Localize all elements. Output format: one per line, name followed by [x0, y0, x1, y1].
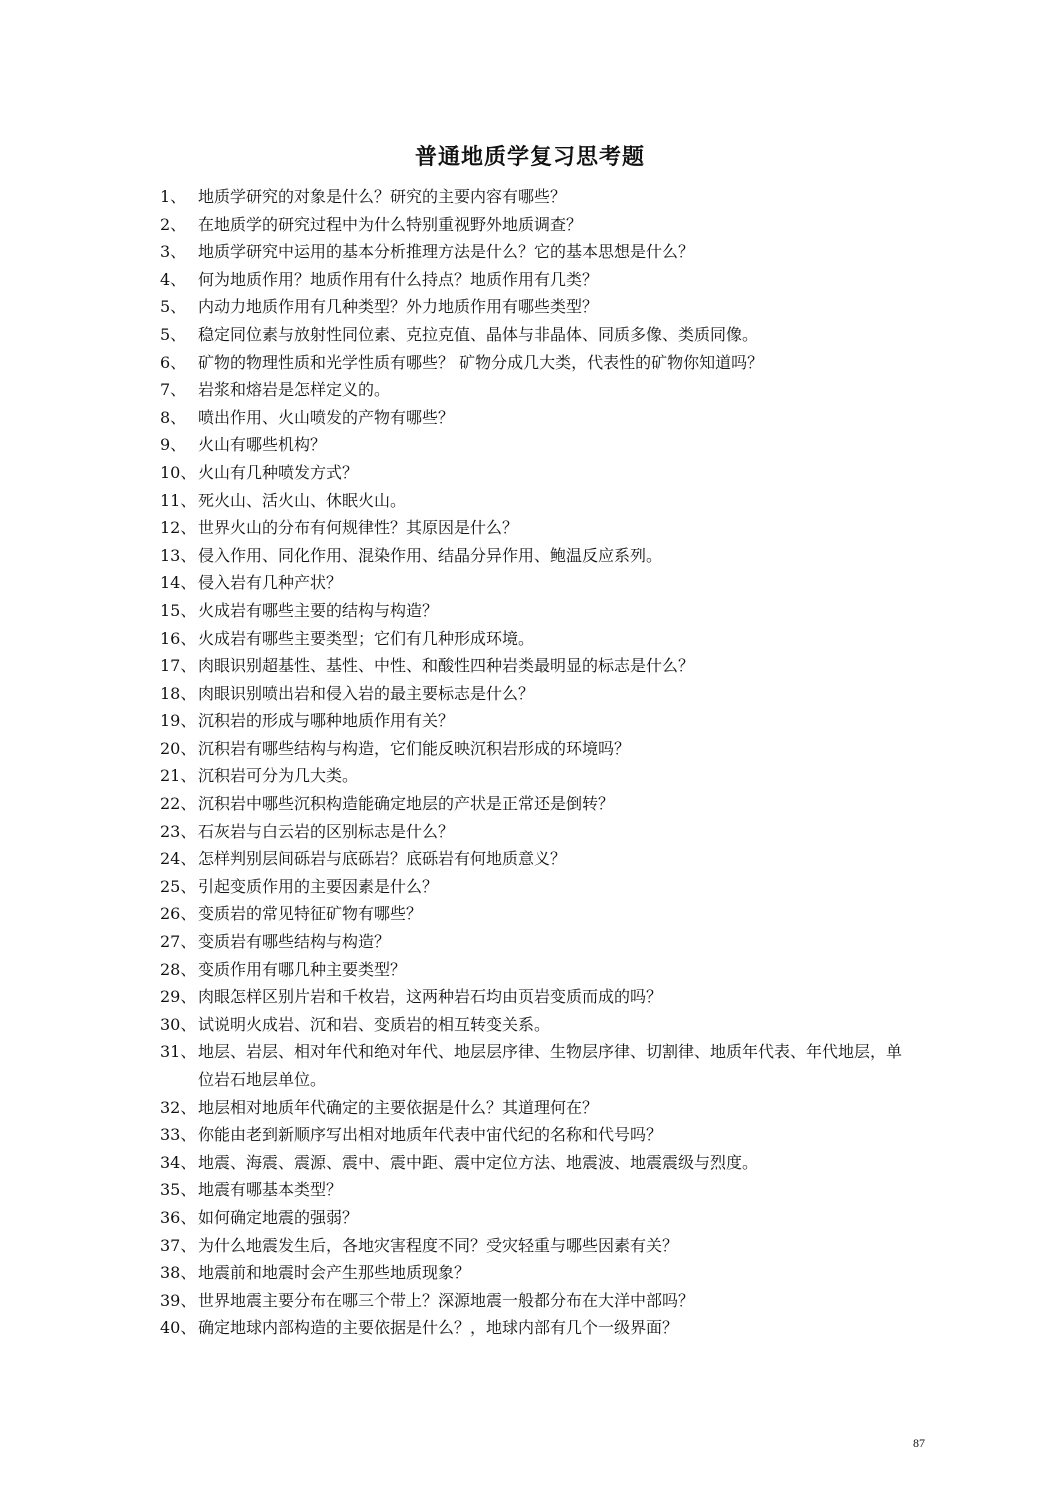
question-text: 肉眼怎样区别片岩和千枚岩，这两种岩石均由页岩变质而成的吗？ — [198, 987, 663, 1007]
question-text: 火成岩有哪些主要类型；它们有几种形成环境。 — [198, 628, 535, 648]
question-number: 15、 — [160, 600, 197, 620]
question-text: 火山有几种喷发方式？ — [198, 462, 359, 482]
question-item — [160, 1204, 920, 1232]
question-number: 33、 — [160, 1125, 197, 1145]
question-text: 火山有哪些机构？ — [198, 435, 327, 455]
question-item — [160, 597, 920, 625]
question-text: 内动力地质作用有几种类型？外力地质作用有哪些类型？ — [198, 297, 599, 317]
question-item — [160, 818, 920, 846]
question-number: 7、 — [160, 380, 187, 400]
question-item — [160, 1314, 920, 1342]
question-item — [160, 1287, 920, 1315]
question-item — [160, 956, 920, 984]
question-number: 34、 — [160, 1152, 197, 1172]
question-text: 地震前和地震时会产生那些地质现象？ — [198, 1263, 471, 1283]
question-item — [160, 707, 920, 735]
question-text: 火成岩有哪些主要的结构与构造？ — [198, 600, 439, 620]
question-item — [160, 625, 920, 653]
question-text: 稳定同位素与放射性同位素、克拉克值、晶体与非晶体、同质多像、类质同像。 — [198, 324, 759, 344]
question-number: 10、 — [160, 462, 197, 482]
question-number: 18、 — [160, 683, 197, 703]
question-text: 肉眼识别超基性、基性、中性、和酸性四种岩类最明显的标志是什么？ — [198, 656, 695, 676]
question-text: 沉积岩的形成与哪种地质作用有关？ — [198, 711, 455, 731]
question-number: 27、 — [160, 932, 197, 952]
question-item — [160, 321, 920, 349]
question-item — [160, 1121, 920, 1149]
question-text: 引起变质作用的主要因素是什么？ — [198, 876, 439, 896]
page-title: 普通地质学复习思考题 — [414, 144, 645, 170]
question-text: 地震有哪基本类型？ — [198, 1180, 343, 1200]
question-text: 确定地球内部构造的主要依据是什么？，地球内部有几个一级界面？ — [198, 1318, 679, 1338]
question-number: 25、 — [160, 876, 197, 896]
question-number: 8、 — [160, 407, 187, 427]
question-item — [160, 762, 920, 790]
question-item — [160, 1176, 920, 1204]
question-item — [160, 735, 920, 763]
question-text: 变质作用有哪几种主要类型？ — [198, 959, 407, 979]
question-item — [160, 1011, 920, 1039]
question-item — [160, 266, 920, 294]
question-text: 地层、岩层、相对年代和绝对年代、地层层序律、生物层序律、切割律、地质年代表、年代地层，单位岩石地层单位。 — [198, 1042, 903, 1089]
question-item — [160, 514, 920, 542]
question-item — [160, 790, 920, 818]
question-number: 23、 — [160, 821, 197, 841]
question-text: 地质学研究中运用的基本分析推理方法是什么？它的基本思想是什么？ — [198, 242, 695, 262]
question-item — [160, 845, 920, 873]
question-item — [160, 349, 920, 377]
question-number: 17、 — [160, 656, 197, 676]
question-item — [160, 1038, 920, 1093]
question-text: 变质岩的常见特征矿物有哪些？ — [198, 904, 423, 924]
question-number: 5、 — [160, 324, 187, 344]
question-number: 16、 — [160, 628, 197, 648]
question-text: 地震、海震、震源、震中、震中距、震中定位方法、地震波、地震震级与烈度。 — [198, 1152, 759, 1172]
question-text: 地层相对地质年代确定的主要依据是什么？其道理何在？ — [198, 1097, 599, 1117]
question-item — [160, 680, 920, 708]
question-list — [160, 183, 920, 1342]
question-number: 14、 — [160, 573, 197, 593]
question-text: 喷出作用、火山喷发的产物有哪些？ — [198, 407, 455, 427]
question-item — [160, 928, 920, 956]
question-number: 19、 — [160, 711, 197, 731]
question-text: 为什么地震发生后，各地灾害程度不同？受灾轻重与哪些因素有关？ — [198, 1235, 679, 1255]
question-number: 1、 — [160, 187, 187, 206]
question-text: 侵入岩有几种产状？ — [198, 573, 343, 593]
question-number: 4、 — [160, 269, 187, 289]
question-text: 变质岩有哪些结构与构造？ — [198, 932, 391, 952]
question-number: 13、 — [160, 545, 197, 565]
question-text: 世界火山的分布有何规律性？其原因是什么？ — [198, 518, 519, 538]
question-item — [160, 569, 920, 597]
question-number: 22、 — [160, 794, 197, 814]
question-item — [160, 487, 920, 515]
question-text: 在地质学的研究过程中为什么特别重视野外地质调查？ — [198, 214, 583, 234]
question-item — [160, 183, 920, 211]
question-item — [160, 1259, 920, 1287]
question-number: 35、 — [160, 1180, 197, 1200]
question-number: 21、 — [160, 766, 197, 786]
question-item — [160, 542, 920, 570]
question-item — [160, 211, 920, 239]
question-text: 你能由老到新顺序写出相对地质年代表中宙代纪的名称和代号吗？ — [198, 1125, 663, 1145]
question-item — [160, 652, 920, 680]
question-number: 2、 — [160, 214, 187, 234]
question-number: 6、 — [160, 352, 187, 372]
question-item — [160, 376, 920, 404]
question-text: 矿物的物理性质和光学性质有哪些？ 矿物分成几大类，代表性的矿物你知道吗？ — [198, 352, 764, 372]
question-item — [160, 1094, 920, 1122]
question-item — [160, 1232, 920, 1260]
question-item — [160, 459, 920, 487]
question-number: 5、 — [160, 297, 187, 317]
question-number: 32、 — [160, 1097, 197, 1117]
question-number: 31、 — [160, 1042, 197, 1062]
question-item — [160, 900, 920, 928]
question-number: 39、 — [160, 1290, 197, 1310]
question-number: 36、 — [160, 1207, 197, 1227]
question-text: 地质学研究的对象是什么？研究的主要内容有哪些？ — [198, 187, 567, 206]
page-number: 87 — [913, 1436, 925, 1450]
question-item — [160, 983, 920, 1011]
question-number: 30、 — [160, 1014, 197, 1034]
question-number: 29、 — [160, 987, 197, 1007]
question-text: 世界地震主要分布在哪三个带上？深源地震一般都分布在大洋中部吗？ — [198, 1290, 695, 1310]
question-text: 岩浆和熔岩是怎样定义的。 — [198, 380, 391, 400]
question-text: 沉积岩中哪些沉积构造能确定地层的产状是正常还是倒转？ — [198, 794, 615, 814]
question-number: 37、 — [160, 1235, 197, 1255]
question-text: 侵入作用、同化作用、混染作用、结晶分异作用、鲍温反应系列。 — [198, 545, 663, 565]
question-number: 28、 — [160, 959, 197, 979]
question-text: 如何确定地震的强弱？ — [198, 1207, 359, 1227]
question-text: 沉积岩可分为几大类。 — [198, 766, 359, 786]
question-text: 肉眼识别喷出岩和侵入岩的最主要标志是什么？ — [198, 683, 535, 703]
question-item — [160, 873, 920, 901]
question-number: 38、 — [160, 1263, 197, 1283]
question-text: 死火山、活火山、休眠火山。 — [198, 490, 407, 510]
question-item — [160, 238, 920, 266]
question-item — [160, 1149, 920, 1177]
question-item — [160, 431, 920, 459]
question-text: 沉积岩有哪些结构与构造，它们能反映沉积岩形成的环境吗？ — [198, 738, 631, 758]
question-number: 26、 — [160, 904, 197, 924]
question-number: 20、 — [160, 738, 197, 758]
question-item — [160, 293, 920, 321]
question-text: 何为地质作用？地质作用有什么持点？地质作用有几类？ — [198, 269, 599, 289]
question-number: 24、 — [160, 849, 197, 869]
question-text: 试说明火成岩、沉和岩、变质岩的相互转变关系。 — [198, 1014, 551, 1034]
question-number: 40、 — [160, 1318, 197, 1338]
question-number: 3、 — [160, 242, 187, 262]
question-number: 12、 — [160, 518, 197, 538]
question-text: 怎样判别层间砾岩与底砾岩？底砾岩有何地质意义？ — [198, 849, 567, 869]
question-text: 石灰岩与白云岩的区别标志是什么？ — [198, 821, 455, 841]
question-number: 11、 — [160, 490, 197, 510]
question-number: 9、 — [160, 435, 187, 455]
question-item — [160, 404, 920, 432]
